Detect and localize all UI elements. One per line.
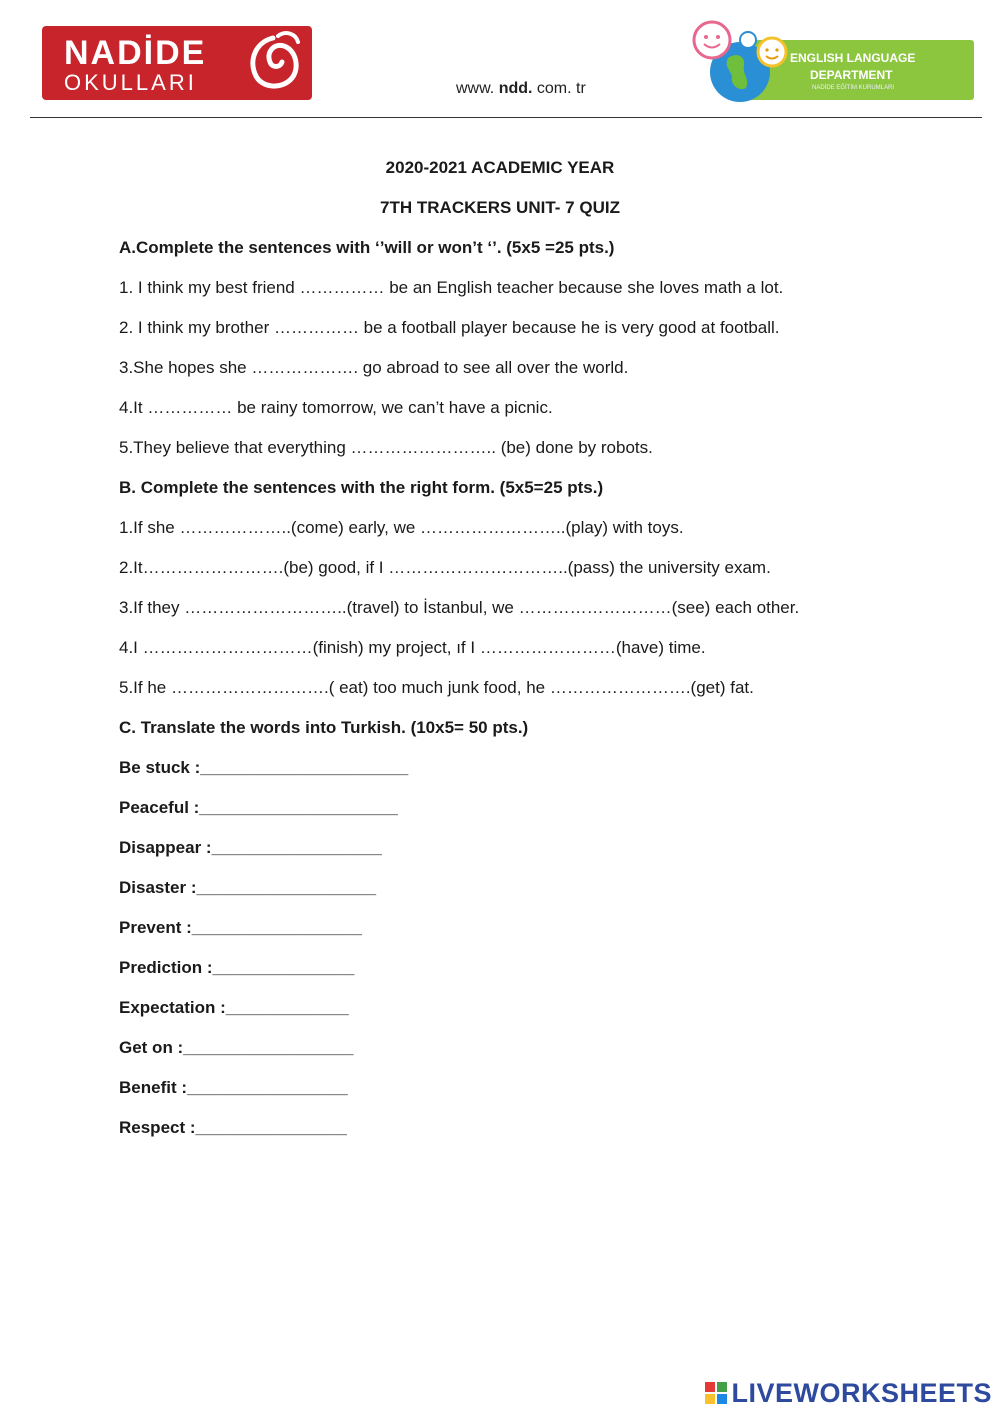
english-department-logo <box>690 18 982 104</box>
page-header <box>0 0 1000 118</box>
header-divider <box>30 117 982 118</box>
section-c-heading: C. Translate the words into Turkish. (10x5= 50 pts.) <box>119 718 529 737</box>
translation-item: Get on :__________________ <box>119 1038 354 1057</box>
academic-year-title: 2020-2021 ACADEMIC YEAR <box>385 158 615 177</box>
section-b-heading: B. Complete the sentences with the right form. (5x5=25 pts.) <box>119 478 604 497</box>
quiz-body <box>119 155 959 1155</box>
translation-item: Prediction :_______________ <box>119 958 355 977</box>
section-b-item: 3.If they ………………………..(travel) to İstanbul, we ………………………(see) each other. <box>119 598 800 617</box>
translation-item: Peaceful :_____________________ <box>119 798 398 817</box>
department-title-line2: DEPARTMENT <box>810 68 893 82</box>
translation-item: Disappear :__________________ <box>119 838 382 857</box>
nadide-logo <box>42 26 312 100</box>
section-a-item: 4.It …………… be rainy tomorrow, we can’t have a picnic. <box>119 398 553 417</box>
logo-brand-name: NADİDE <box>64 34 207 72</box>
section-b-item: 1.If she ………………..(come) early, we ……………………..(play) with toys. <box>119 518 684 537</box>
section-a-item: 1. I think my best friend …………… be an English teacher because she loves math a lot. <box>119 278 784 297</box>
translation-item: Be stuck :______________________ <box>119 758 409 777</box>
translation-item: Disaster :___________________ <box>119 878 377 897</box>
quiz-title: 7TH TRACKERS UNIT- 7 QUIZ <box>380 198 620 217</box>
rose-emblem-icon <box>238 30 308 96</box>
section-b-item: 5.If he ……………………….( eat) too much junk food, he …………………….(get) fat. <box>119 678 754 697</box>
section-a-item: 2. I think my brother …………… be a football player because he is very good at football. <box>119 318 780 337</box>
translation-item: Respect :________________ <box>119 1118 347 1137</box>
liveworksheets-wordmark: LIVEWORKSHEETS <box>731 1377 992 1408</box>
translation-item: Prevent :__________________ <box>119 918 362 937</box>
logo-brand-subtitle: OKULLARI <box>64 70 197 95</box>
liveworksheets-logo-icon <box>705 1382 727 1404</box>
translation-item: Benefit :_________________ <box>119 1078 348 1097</box>
department-title-line1: ENGLISH LANGUAGE <box>790 51 916 65</box>
section-a-item: 5.They believe that everything …………………….. (be) done by robots. <box>119 438 653 457</box>
website-url: www. ndd. com. tr <box>456 80 586 97</box>
section-b-item: 2.It…………………….(be) good, if I …………………………..(pass) the university exam. <box>119 558 771 577</box>
section-a-heading: A.Complete the sentences with ‘’will or won’t ‘’. (5x5 =25 pts.) <box>119 238 615 257</box>
smiling-globe-icon <box>690 18 800 104</box>
translation-item: Expectation :_____________ <box>119 998 349 1017</box>
department-subtitle: NADİDE EĞİTİM KURUMLARI <box>812 85 895 91</box>
liveworksheets-footer <box>705 1376 992 1410</box>
section-a-item: 3.She hopes she ………………. go abroad to see all over the world. <box>119 358 629 377</box>
section-b-item: 4.I …………………………(finish) my project, ıf I ……………………(have) time. <box>119 638 706 657</box>
